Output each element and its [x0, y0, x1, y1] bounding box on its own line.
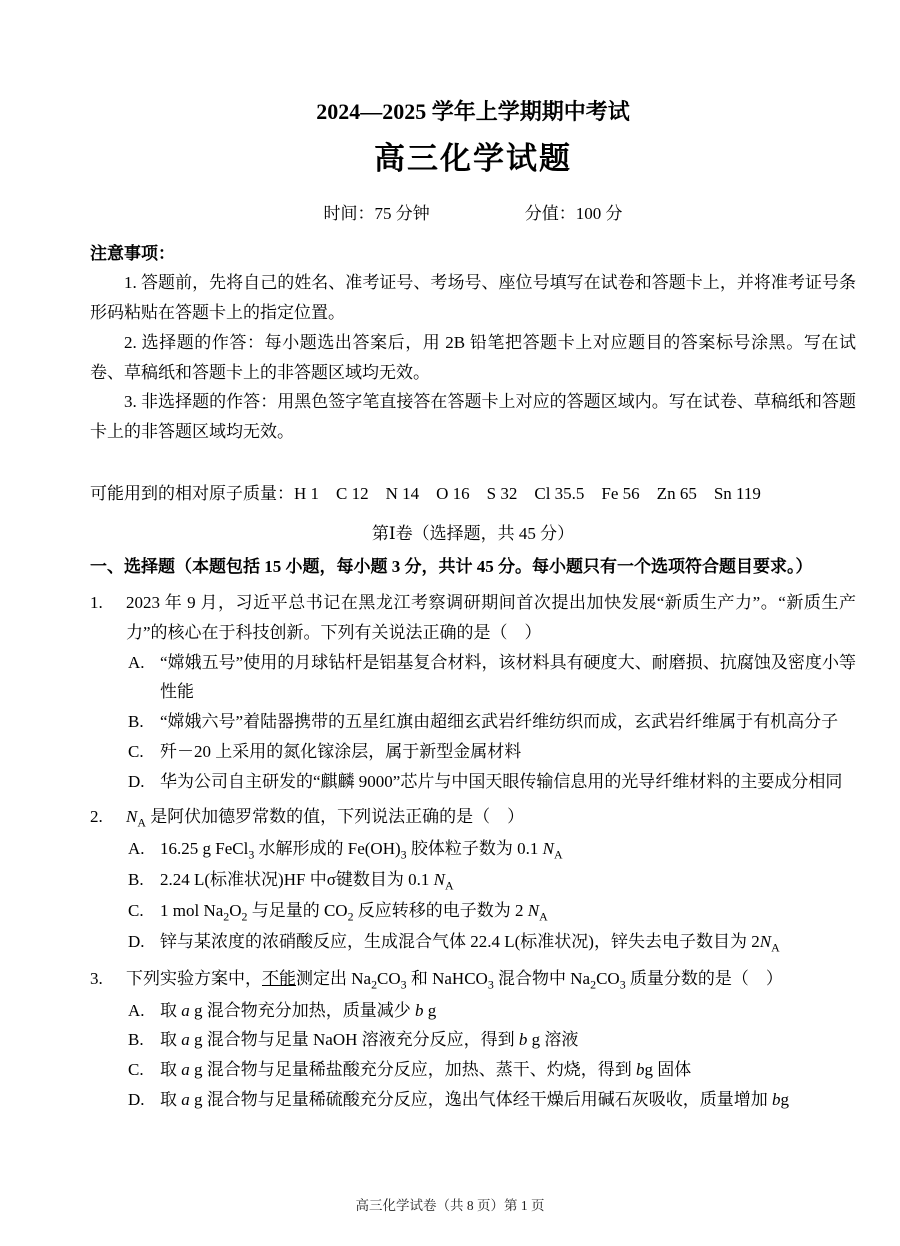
option-text-c: 1 mol $Na_2O_2$ 与足量的 $CO_2$ 反应转移的电子数为 2 $N_A$: [160, 901, 548, 924]
notice-item-1: 1. 答题前，先将自己的姓名、准考证号、考场号、座位号填写在试卷和答题卡上，并将准考证号条形码粘贴在答题卡上的指定位置。: [90, 273, 856, 323]
question-3-option-c: [128, 1055, 856, 1085]
question-1-option-c: [128, 737, 856, 767]
question-3-number: 3.: [90, 969, 103, 989]
score-label: 分值：100 分: [524, 203, 623, 223]
question-1-option-b: [128, 707, 856, 737]
time-label: 时间：75 分钟: [323, 203, 430, 223]
option-text-a: 16.25 g FeCl$_3$ 水解形成的 $Fe(OH)_3$ 胶体粒子数为 0.1 $N_A$: [160, 838, 563, 861]
option-label-a: A.: [128, 652, 145, 672]
question-1-number: 1.: [90, 593, 103, 613]
question-2: [90, 802, 856, 958]
option-text-b: “嫦娥六号”着陆器携带的五星红旗由超细玄武岩纤维纺织而成，玄武岩纤维属于有机高分子: [160, 712, 839, 732]
option-text-a: 取 a g 混合物充分加热，质量减少 b g: [160, 1000, 437, 1020]
option-text-d: 取 a g 混合物与足量稀硫酸充分反应，逸出气体经干燥后用碱石灰吸收，质量增加 bg: [160, 1089, 789, 1109]
question-3-option-a: [128, 996, 856, 1026]
question-3: [90, 964, 856, 1114]
notice-heading: 注意事项：: [90, 243, 175, 263]
option-label-d: D.: [128, 932, 145, 952]
option-label-b: B.: [128, 1030, 144, 1050]
question-2-number: 2.: [90, 807, 103, 827]
question-2-option-a: [128, 834, 856, 865]
option-label-c: C.: [128, 1060, 144, 1080]
section-title: 第Ⅰ卷（选择题，共 45 分）: [371, 523, 575, 543]
question-3-stem-row: [90, 964, 856, 995]
atomic-mass-line: 可能用到的相对原子质量：H 1 C 12 N 14 O 16 S 32 Cl 35.5 Fe 56 Zn 65 Sn 119: [90, 483, 761, 503]
question-3-stem: 下列实验方案中，不能测定出 $Na_2CO_3$ 和 NaHCO$_3$ 混合物中 $Na_2CO_3$ 质量分数的是（ ）: [126, 969, 783, 992]
option-label-d: D.: [128, 771, 145, 791]
option-text-c: 歼－20 上采用的氮化镓涂层，属于新型金属材料: [160, 741, 522, 761]
notice-item-2: 2. 选择题的作答：每小题选出答案后，用 2B 铅笔把答题卡上对应题目的答案标号涂黑。写在试卷、草稿纸和答题卡上的非答题区域均无效。: [90, 332, 856, 382]
option-text-c: 取 a g 混合物与足量稀盐酸充分反应，加热、蒸干、灼烧，得到 bg 固体: [160, 1060, 692, 1080]
page-footer: 高三化学试卷（共 8 页）第 1 页: [355, 1198, 545, 1214]
option-text-a: “嫦娥五号”使用的月球钻杆是铝基复合材料，该材料具有硬度大、耐磨损、抗腐蚀及密度小等性能: [160, 652, 856, 702]
question-2-option-c: [128, 896, 856, 927]
exam-meta-row: [90, 199, 856, 229]
option-text-d: 锌与某浓度的浓硝酸反应，生成混合气体 22.4 L(标准状况)，锌失去电子数目为 $2N_A$: [160, 932, 780, 955]
question-3-option-d: [128, 1085, 856, 1115]
question-2-option-d: [128, 927, 856, 958]
question-1: [90, 588, 856, 796]
notice-item-3: 3. 非选择题的作答：用黑色签字笔直接答在答题卡上对应的答题区域内。写在试卷、草稿纸和答题卡上的非答题区域均无效。: [90, 392, 856, 442]
question-2-stem: $N_A$ 是阿伏加德罗常数的值，下列说法正确的是（ ）: [126, 807, 525, 830]
option-label-d: D.: [128, 1089, 145, 1109]
question-2-option-b: [128, 865, 856, 896]
question-1-stem: 2023 年 9 月，习近平总书记在黑龙江考察调研期间首次提出加快发展“新质生产力”。“新质生产力”的核心在于科技创新。下列有关说法正确的是（ ）: [126, 593, 856, 642]
option-label-b: B.: [128, 869, 144, 889]
option-label-c: C.: [128, 901, 144, 921]
exam-subject-title: 高三化学试题: [374, 140, 572, 176]
option-label-a: A.: [128, 1000, 145, 1020]
question-1-option-a: [128, 648, 856, 708]
question-1-stem-row: [90, 588, 856, 648]
part-title: 一、选择题（本题包括 15 小题，每小题 3 分，共计 45 分。每小题只有一个选项符合题目要求。）: [90, 557, 813, 577]
option-text-b: 2.24 L(标准状况)HF 中σ键数目为 0.1 $N_A$: [160, 869, 454, 893]
question-3-option-b: [128, 1025, 856, 1055]
option-label-a: A.: [128, 838, 145, 858]
question-1-option-d: [128, 767, 856, 797]
option-label-b: B.: [128, 712, 144, 732]
option-text-b: 取 a g 混合物与足量 NaOH 溶液充分反应，得到 b g 溶液: [160, 1030, 579, 1050]
exam-session-title: 2024—2025 学年上学期期中考试: [316, 99, 630, 124]
question-2-stem-row: [90, 802, 856, 833]
option-text-d: 华为公司自主研发的“麒麟 9000”芯片与中国天眼传输信息用的光导纤维材料的主要成分相同: [160, 771, 843, 791]
option-label-c: C.: [128, 741, 144, 761]
